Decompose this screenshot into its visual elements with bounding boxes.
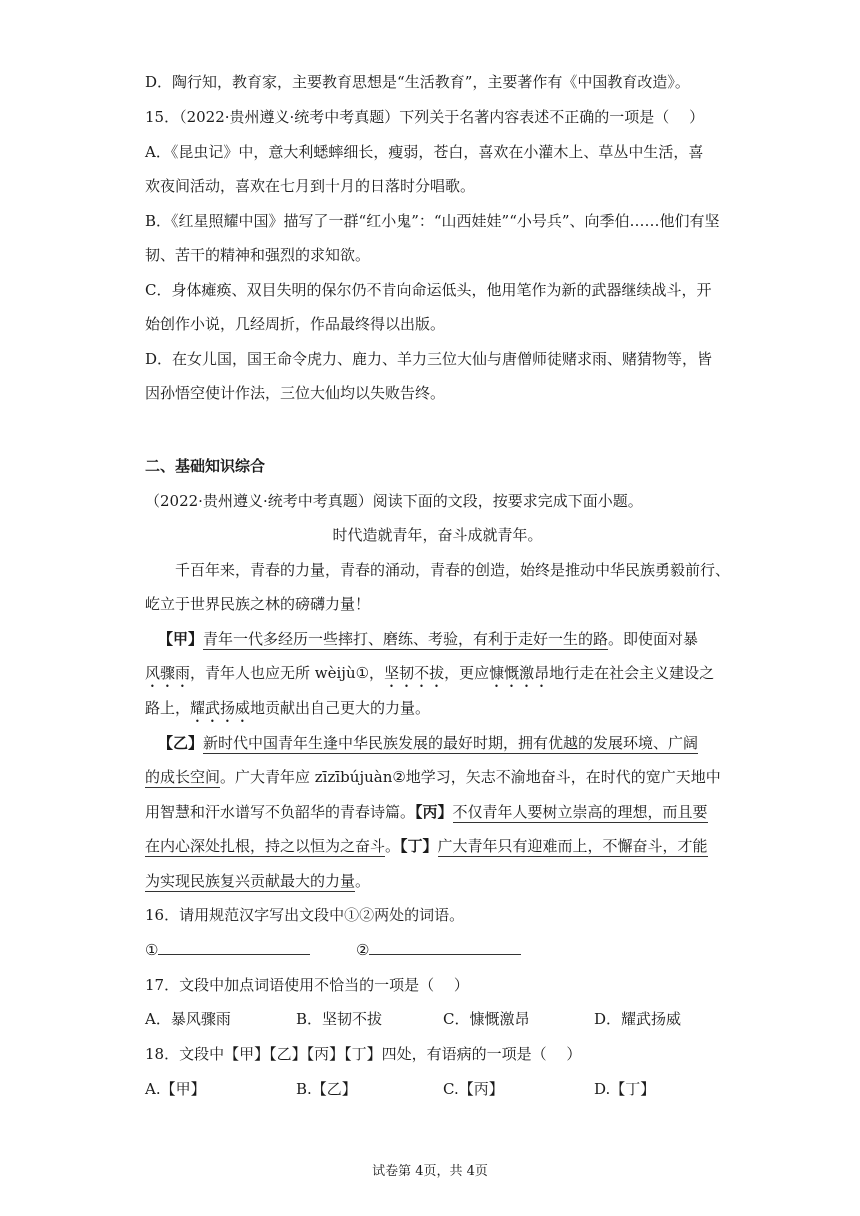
q16-answer-line [145, 940, 521, 960]
bing-underlined-cont: 在内心深处扎根，持之以恒为之奋斗 [145, 837, 386, 855]
jia-text: 地行走在社会主义建设之 [549, 664, 715, 682]
tag-jia: 【甲】 [158, 630, 204, 648]
passage-p1: 千百年来，青春的力量，青春的涌动，青春的创造，始终是推动中华民族勇毅前行、 [175, 561, 731, 579]
passage-jia-line1 [158, 629, 698, 649]
q15-option-a-cont: 欢夜间活动，喜欢在七月到十月的日落时分唱歌。 [145, 177, 476, 195]
q18-stem: 18．文段中【甲】【乙】【丙】【丁】四处，有语病的一项是（ ） [145, 1045, 582, 1063]
section-heading: 二、基础知识综合 [145, 457, 266, 475]
passage-title: 时代造就青年，奋斗成就青年。 [332, 526, 543, 544]
q15-option-a: A．《昆虫记》中，意大利蟋蟀细长，瘦弱，苍白，喜欢在小灌木上、草丛中生活，喜 [145, 143, 704, 161]
q15-option-b: B．《红星照耀中国》描写了一群“红小鬼”：“山西娃娃”“小号兵”、向季伯……他们有坚 [145, 212, 720, 230]
passage-yi-line1 [158, 733, 698, 753]
blank-2-label: ② [356, 941, 370, 959]
q15-option-c: C．身体瘫痪、双目失明的保尔仍不肯向命运低头，他用笔作为新的武器继续战斗，开 [145, 281, 712, 299]
passage-ding-line2 [145, 871, 370, 891]
q18-option-c: C.【丙】 [443, 1080, 504, 1098]
passage-jia-line2 [145, 663, 714, 691]
bing-text: 。 [385, 837, 401, 855]
passage-yi-line3 [145, 802, 708, 822]
blank-2[interactable] [369, 940, 521, 955]
q15-option-d: D．在女儿国，国王命令虎力、鹿力、羊力三位大仙与唐僧师徒赌求雨、赌猜物等，皆 [145, 350, 713, 368]
q16-stem: 16．请用规范汉字写出文段中①②两处的词语。 [145, 906, 465, 924]
dotted-word-3: 慷慨激昂 [489, 664, 550, 682]
q18-option-a: A.【甲】 [145, 1080, 206, 1098]
q15-option-c-cont: 始创作小说，几经周折，作品最终得以出版。 [145, 315, 446, 333]
ding-underlined-cont: 为实现民族复兴贡献最大的力量 [145, 872, 356, 890]
q15-option-d-cont: 因孙悟空使计作法，三位大仙均以失败告终。 [145, 384, 446, 402]
q17-option-a: A．暴风骤雨 [145, 1010, 231, 1028]
yi-underlined: 新时代中国青年生逢中华民族发展的最好时期，拥有优越的发展环境、广阔 [203, 734, 699, 752]
q17-option-d: D．耀武扬威 [594, 1010, 682, 1028]
dotted-word-4: 耀武扬威 [190, 699, 251, 717]
q17-stem: 17．文段中加点词语使用不恰当的一项是（ ） [145, 976, 469, 994]
jia-underlined: 青年一代多经历一些摔打、磨练、考验，有利于走好一生的路 [203, 630, 609, 648]
bing-underlined: 不仅青年人要树立崇高的理想，而且要 [452, 803, 708, 821]
jia-text: ，更应 [444, 664, 490, 682]
yi-rest: 。广大青年应 zīzībújuàn②地学习，矢志不渝地奋斗，在时代的宽广天地中 [220, 768, 721, 786]
q15-stem: 15．（2022·贵州遵义·统考中考真题）下列关于名著内容表述不正确的一项是（ ） [145, 108, 705, 126]
q17-option-b: B．坚韧不拔 [296, 1010, 383, 1028]
yi-text: 用智慧和汗水谱写不负韶华的青春诗篇。 [145, 803, 416, 821]
ding-text: 。 [355, 872, 371, 890]
yi-underlined-cont: 的成长空间 [145, 768, 221, 786]
tag-yi: 【乙】 [158, 734, 204, 752]
passage-yi-line2 [145, 767, 721, 787]
q17-option-c: C．慷慨激昂 [443, 1010, 530, 1028]
q15-option-b-cont: 韧、苦干的精神和强烈的求知欲。 [145, 246, 371, 264]
q18-option-d: D.【丁】 [594, 1080, 656, 1098]
blank-1-label: ① [145, 941, 159, 959]
jia-text: 路上， [145, 699, 191, 717]
jia-text: 地贡献出自己更大的力量。 [250, 699, 431, 717]
section-intro: （2022·贵州遵义·统考中考真题）阅读下面的文段，按要求完成下面小题。 [145, 492, 643, 510]
passage-jia-line3 [145, 698, 430, 726]
dotted-word-2: 坚韧不拔 [384, 664, 445, 682]
ding-underlined: 广大青年只有迎难而上，不懈奋斗，才能 [437, 837, 708, 855]
passage-bing-line2 [145, 836, 708, 856]
page-footer: 试卷第 4页，共 4页 [372, 1164, 488, 1179]
tag-bing: 【丙】 [415, 803, 453, 821]
q18-option-b: B.【乙】 [296, 1080, 357, 1098]
jia-rest: 。即使面对暴 [608, 630, 699, 648]
dotted-word-1: 风骤雨 [145, 664, 191, 682]
jia-text: ，青年人也应无所 wèijù①， [190, 664, 385, 682]
passage-p1-cont: 屹立于世界民族之林的磅礴力量！ [145, 595, 371, 613]
blank-1[interactable] [158, 940, 310, 955]
q14-option-d: D．陶行知，教育家，主要教育思想是“生活教育”，主要著作有《中国教育改造》。 [145, 73, 690, 91]
tag-ding: 【丁】 [400, 837, 438, 855]
